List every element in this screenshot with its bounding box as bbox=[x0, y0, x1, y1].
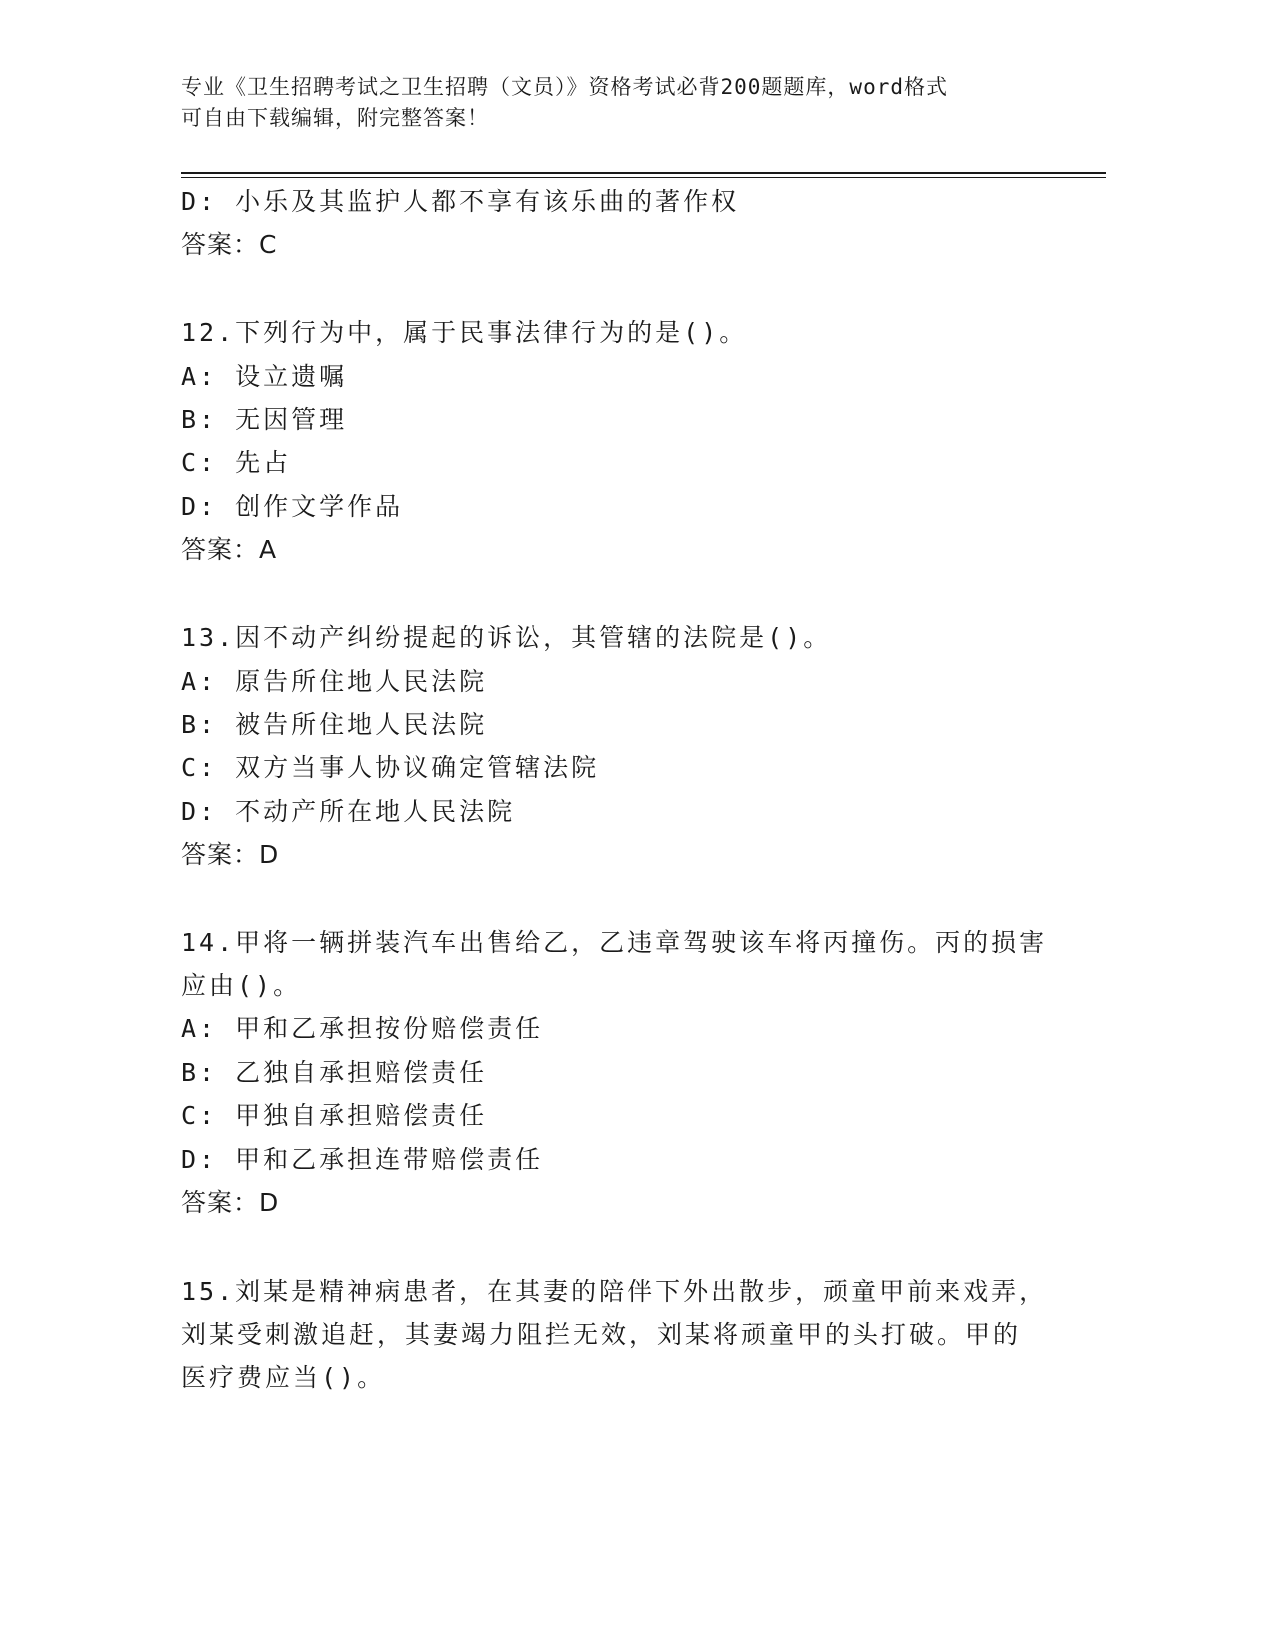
q13-stem: 13.因不动产纠纷提起的诉讼，其管辖的法院是()。 bbox=[181, 623, 832, 652]
q12-option-c: C: 先占 bbox=[181, 448, 292, 477]
q15-stem-line-3: 医疗费应当()。 bbox=[181, 1363, 386, 1392]
q13-option-a: A: 原告所住地人民法院 bbox=[181, 667, 488, 696]
q12-answer: 答案：A bbox=[181, 535, 278, 564]
q12-option-d: D: 创作文学作品 bbox=[181, 492, 404, 521]
q13-option-d: D: 不动产所在地人民法院 bbox=[181, 797, 516, 826]
header-divider-thick bbox=[181, 172, 1106, 174]
q14-option-c: C: 甲独自承担赔偿责任 bbox=[181, 1101, 488, 1130]
q11-option-d: D: 小乐及其监护人都不享有该乐曲的著作权 bbox=[181, 187, 740, 216]
q14-answer: 答案：D bbox=[181, 1188, 280, 1217]
q12-option-a: A: 设立遗嘱 bbox=[181, 362, 348, 391]
q13-answer: 答案：D bbox=[181, 840, 280, 869]
q14-option-b: B: 乙独自承担赔偿责任 bbox=[181, 1058, 488, 1087]
header-title-line-2: 可自由下载编辑，附完整答案！ bbox=[181, 106, 489, 130]
q12-stem: 12.下列行为中，属于民事法律行为的是()。 bbox=[181, 318, 748, 347]
q14-option-a: A: 甲和乙承担按份赔偿责任 bbox=[181, 1014, 544, 1043]
q12-option-b: B: 无因管理 bbox=[181, 405, 348, 434]
q13-option-c: C: 双方当事人协议确定管辖法院 bbox=[181, 753, 600, 782]
q14-option-d: D: 甲和乙承担连带赔偿责任 bbox=[181, 1145, 544, 1174]
header-title-line-1: 专业《卫生招聘考试之卫生招聘（文员）》资格考试必背200题题库，word格式 bbox=[181, 75, 948, 99]
header-divider-thin bbox=[181, 177, 1106, 178]
q15-stem-line-1: 15.刘某是精神病患者，在其妻的陪伴下外出散步，顽童甲前来戏弄， bbox=[181, 1277, 1048, 1306]
q14-stem-line-1: 14.甲将一辆拼装汽车出售给乙，乙违章驾驶该车将丙撞伤。丙的损害 bbox=[181, 928, 1048, 957]
q13-option-b: B: 被告所住地人民法院 bbox=[181, 710, 488, 739]
q14-stem-line-2: 应由()。 bbox=[181, 971, 302, 1000]
document-header bbox=[181, 72, 1081, 134]
q15-stem-line-2: 刘某受刺激追赶，其妻竭力阻拦无效，刘某将顽童甲的头打破。甲的 bbox=[181, 1320, 1022, 1349]
q11-answer: 答案：C bbox=[181, 230, 278, 259]
